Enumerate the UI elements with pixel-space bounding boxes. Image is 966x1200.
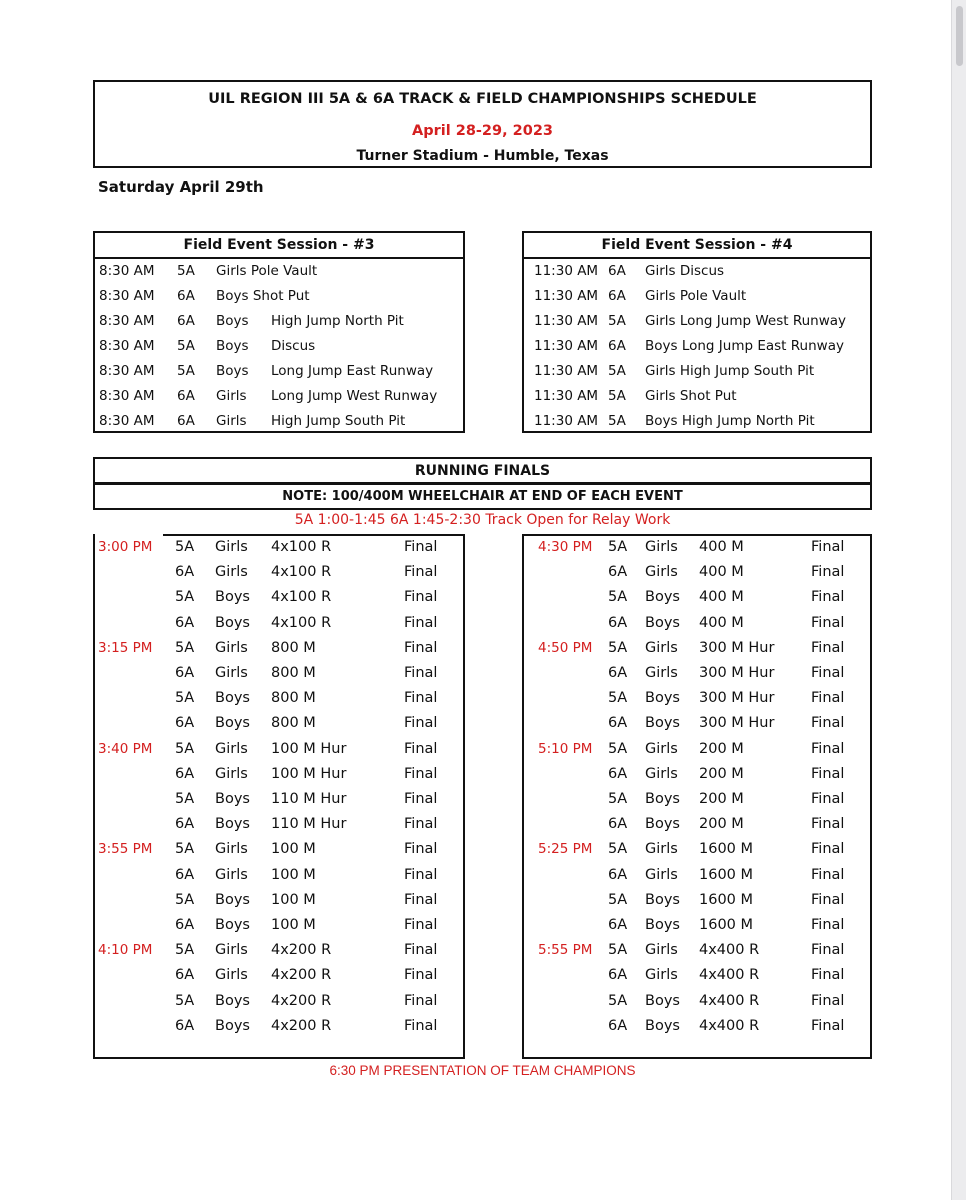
event-class: 5A bbox=[608, 740, 628, 757]
running-event-row bbox=[522, 661, 872, 686]
event-gender: Girls bbox=[215, 539, 248, 555]
event-round: Final bbox=[404, 665, 438, 681]
event-round: Final bbox=[811, 992, 845, 1009]
event-time: 4:10 PM bbox=[98, 942, 153, 959]
event-name: 4x400 R bbox=[699, 992, 760, 1009]
event-round: Final bbox=[404, 539, 438, 555]
event-time: 4:50 PM bbox=[538, 639, 593, 656]
field-event-row bbox=[95, 309, 463, 334]
page-title: UIL REGION III 5A & 6A TRACK & FIELD CHAMPIONSHIPS SCHEDULE bbox=[208, 91, 757, 107]
event-gender: Boys bbox=[645, 715, 680, 732]
event-round: Final bbox=[404, 589, 438, 606]
event-time: 5:10 PM bbox=[538, 740, 593, 757]
event-name: Girls Discus bbox=[645, 263, 725, 279]
event-class: 6A bbox=[608, 866, 628, 883]
field-event-row bbox=[524, 409, 870, 434]
event-dates: April 28-29, 2023 bbox=[411, 123, 554, 139]
scrollbar-thumb[interactable] bbox=[956, 6, 963, 66]
event-round: Final bbox=[404, 891, 438, 908]
event-round: Final bbox=[811, 791, 845, 807]
event-name: 800 M bbox=[271, 690, 316, 707]
running-event-row bbox=[93, 762, 443, 787]
event-gender: Girls bbox=[215, 639, 248, 656]
running-event-row bbox=[522, 611, 872, 636]
event-name: 1600 M bbox=[699, 866, 754, 883]
event-gender: Boys bbox=[215, 917, 250, 933]
event-round: Final bbox=[811, 816, 845, 833]
running-event-row bbox=[522, 888, 872, 913]
event-name: 4x100 R bbox=[271, 539, 332, 555]
event-gender: Girls bbox=[215, 665, 248, 681]
running-event-row bbox=[93, 913, 443, 938]
event-name: 4x200 R bbox=[271, 1017, 332, 1034]
event-name: Girls Pole Vault bbox=[216, 263, 318, 279]
running-event-row bbox=[93, 938, 443, 963]
event-class: 6A bbox=[608, 1017, 628, 1034]
event-round: Final bbox=[404, 1017, 438, 1034]
field-event-row bbox=[95, 259, 463, 284]
event-time: 5:55 PM bbox=[538, 942, 593, 959]
event-gender: Boys bbox=[215, 791, 250, 807]
running-event-row bbox=[93, 535, 443, 560]
event-class: 6A bbox=[175, 917, 195, 933]
event-gender: Boys bbox=[645, 917, 680, 933]
event-class: 5A bbox=[608, 313, 626, 329]
event-class: 6A bbox=[177, 388, 195, 404]
event-round: Final bbox=[404, 841, 438, 858]
field-event-row bbox=[524, 384, 870, 409]
event-round: Final bbox=[404, 715, 438, 732]
event-time: 11:30 AM bbox=[534, 313, 599, 329]
event-class: 6A bbox=[175, 967, 195, 984]
event-class: 5A bbox=[608, 363, 626, 379]
field-event-row bbox=[95, 384, 463, 409]
field-event-row bbox=[95, 284, 463, 309]
event-class: 6A bbox=[177, 413, 195, 429]
event-round: Final bbox=[404, 967, 438, 984]
event-round: Final bbox=[404, 866, 438, 883]
event-gender: Boys bbox=[645, 614, 680, 631]
event-name: 800 M bbox=[271, 639, 316, 656]
event-name: 100 M Hur bbox=[271, 740, 347, 757]
event-round: Final bbox=[404, 639, 438, 656]
running-event-row bbox=[522, 963, 872, 988]
event-class: 5A bbox=[175, 690, 195, 707]
event-round: Final bbox=[811, 942, 845, 959]
running-event-row bbox=[522, 787, 872, 812]
running-event-row bbox=[93, 636, 443, 661]
running-event-row bbox=[522, 837, 872, 862]
running-event-row bbox=[93, 787, 443, 812]
event-gender: Girls bbox=[215, 967, 248, 984]
running-event-row bbox=[522, 938, 872, 963]
event-class: 5A bbox=[608, 388, 626, 404]
event-time: 3:00 PM bbox=[98, 539, 153, 555]
event-round: Final bbox=[404, 791, 438, 807]
event-gender: Boys bbox=[645, 791, 680, 807]
event-name: 300 M Hur bbox=[699, 715, 775, 732]
field-event-row bbox=[524, 259, 870, 284]
event-name: 300 M Hur bbox=[699, 690, 775, 707]
event-gender: Boys bbox=[645, 690, 680, 707]
event-round: Final bbox=[404, 614, 438, 631]
event-class: 5A bbox=[175, 992, 195, 1009]
event-class: 6A bbox=[608, 665, 628, 681]
event-gender: Boys bbox=[215, 589, 250, 606]
presentation-note: 6:30 PM PRESENTATION OF TEAM CHAMPIONS bbox=[329, 1063, 636, 1078]
event-round: Final bbox=[404, 917, 438, 933]
running-event-row bbox=[522, 812, 872, 837]
event-class: 5A bbox=[175, 942, 195, 959]
event-round: Final bbox=[811, 765, 845, 782]
event-name: Boys Shot Put bbox=[216, 288, 310, 304]
event-gender: Girls bbox=[215, 740, 248, 757]
event-gender: Girls bbox=[215, 765, 248, 782]
event-time: 5:25 PM bbox=[538, 841, 593, 858]
event-gender: Girls bbox=[645, 866, 678, 883]
event-name: 4x100 R bbox=[271, 564, 332, 581]
event-class: 6A bbox=[608, 715, 628, 732]
running-event-row bbox=[93, 686, 443, 711]
event-class: 5A bbox=[608, 791, 628, 807]
event-name: 4x200 R bbox=[271, 942, 332, 959]
event-name: 400 M bbox=[699, 589, 744, 606]
event-class: 6A bbox=[608, 263, 626, 279]
event-gender: Girls bbox=[215, 942, 248, 959]
event-name: Girls High Jump South Pit bbox=[645, 363, 815, 379]
event-name: 200 M bbox=[699, 740, 744, 757]
event-class: 6A bbox=[175, 866, 195, 883]
event-class: 5A bbox=[608, 589, 628, 606]
event-location: Long Jump East Runway bbox=[271, 363, 434, 379]
running-event-row bbox=[93, 888, 443, 913]
event-round: Final bbox=[404, 564, 438, 581]
event-round: Final bbox=[811, 715, 845, 732]
event-class: 6A bbox=[608, 288, 626, 304]
event-name: 200 M bbox=[699, 791, 744, 807]
event-round: Final bbox=[404, 765, 438, 782]
event-name: 4x200 R bbox=[271, 967, 332, 984]
event-time: 8:30 AM bbox=[99, 388, 155, 404]
event-class: 5A bbox=[175, 639, 195, 656]
event-round: Final bbox=[811, 891, 845, 908]
running-event-row bbox=[522, 913, 872, 938]
event-name: Boys bbox=[216, 363, 249, 379]
event-time: 11:30 AM bbox=[534, 388, 599, 404]
event-class: 5A bbox=[175, 841, 195, 858]
event-class: 6A bbox=[175, 1017, 195, 1034]
event-location: Discus bbox=[271, 338, 316, 354]
event-gender: Boys bbox=[215, 715, 250, 732]
event-round: Final bbox=[811, 917, 845, 933]
field-event-row bbox=[524, 334, 870, 359]
event-round: Final bbox=[404, 816, 438, 833]
venue: Turner Stadium - Humble, Texas bbox=[356, 148, 609, 164]
event-name: Girls Pole Vault bbox=[645, 288, 747, 304]
event-name: 400 M bbox=[699, 564, 744, 581]
event-name: 110 M Hur bbox=[271, 816, 347, 833]
schedule-header bbox=[93, 80, 872, 168]
event-time: 11:30 AM bbox=[534, 338, 599, 354]
event-gender: Girls bbox=[645, 942, 678, 959]
event-gender: Boys bbox=[645, 816, 680, 833]
event-round: Final bbox=[811, 841, 845, 858]
event-name: 300 M Hur bbox=[699, 665, 775, 681]
event-name: 4x200 R bbox=[271, 992, 332, 1009]
event-name: Boys High Jump North Pit bbox=[645, 413, 815, 429]
running-event-row bbox=[522, 686, 872, 711]
event-name: 100 M bbox=[271, 917, 316, 933]
event-round: Final bbox=[811, 690, 845, 707]
running-event-row bbox=[93, 661, 443, 686]
event-class: 5A bbox=[177, 263, 195, 279]
event-class: 5A bbox=[608, 942, 628, 959]
event-gender: Boys bbox=[215, 891, 250, 908]
event-name: 800 M bbox=[271, 715, 316, 732]
event-class: 6A bbox=[608, 765, 628, 782]
field-event-row bbox=[95, 334, 463, 359]
running-event-row bbox=[93, 737, 443, 762]
event-name: 300 M Hur bbox=[699, 639, 775, 656]
event-class: 6A bbox=[177, 313, 195, 329]
event-time: 11:30 AM bbox=[534, 263, 599, 279]
event-round: Final bbox=[811, 866, 845, 883]
running-event-row bbox=[93, 560, 443, 585]
event-class: 6A bbox=[175, 614, 195, 631]
event-time: 8:30 AM bbox=[99, 338, 155, 354]
event-name: Girls Shot Put bbox=[645, 388, 737, 404]
event-gender: Boys bbox=[215, 690, 250, 707]
event-class: 5A bbox=[175, 791, 195, 807]
event-round: Final bbox=[811, 740, 845, 757]
event-location: High Jump South Pit bbox=[271, 413, 406, 429]
event-name: 800 M bbox=[271, 665, 316, 681]
event-class: 5A bbox=[175, 589, 195, 606]
running-event-row bbox=[93, 837, 443, 862]
running-event-row bbox=[93, 989, 443, 1014]
running-event-row bbox=[522, 636, 872, 661]
running-event-row bbox=[93, 812, 443, 837]
event-time: 11:30 AM bbox=[534, 413, 599, 429]
event-class: 6A bbox=[175, 564, 195, 581]
field-event-row bbox=[524, 359, 870, 384]
event-class: 6A bbox=[608, 564, 628, 581]
event-class: 6A bbox=[608, 614, 628, 631]
event-name: 400 M bbox=[699, 539, 744, 555]
event-class: 5A bbox=[608, 690, 628, 707]
event-name: 4x400 R bbox=[699, 942, 760, 959]
event-round: Final bbox=[811, 665, 845, 681]
event-name: 1600 M bbox=[699, 917, 754, 933]
field-session-title: Field Event Session - #3 bbox=[95, 233, 463, 259]
event-name: 4x400 R bbox=[699, 967, 760, 984]
event-name: 4x100 R bbox=[271, 614, 332, 631]
event-name: 4x400 R bbox=[699, 1017, 760, 1034]
event-location: Long Jump West Runway bbox=[271, 388, 438, 404]
event-time: 3:15 PM bbox=[98, 639, 153, 656]
event-round: Final bbox=[404, 942, 438, 959]
running-event-row bbox=[522, 1014, 872, 1039]
event-class: 5A bbox=[175, 891, 195, 908]
event-gender: Girls bbox=[215, 564, 248, 581]
event-class: 6A bbox=[175, 665, 195, 681]
event-class: 6A bbox=[177, 288, 195, 304]
event-time: 8:30 AM bbox=[99, 313, 155, 329]
running-event-row bbox=[93, 585, 443, 610]
event-name: 4x100 R bbox=[271, 589, 332, 606]
event-name: 100 M bbox=[271, 866, 316, 883]
event-class: 6A bbox=[608, 917, 628, 933]
event-time: 8:30 AM bbox=[99, 288, 155, 304]
event-gender: Boys bbox=[645, 589, 680, 606]
event-round: Final bbox=[404, 740, 438, 757]
event-class: 5A bbox=[608, 539, 628, 555]
event-gender: Girls bbox=[215, 841, 248, 858]
running-event-row bbox=[93, 863, 443, 888]
event-name: Boys Long Jump East Runway bbox=[645, 338, 844, 354]
event-gender: Girls bbox=[645, 639, 678, 656]
field-session-title: Field Event Session - #4 bbox=[524, 233, 870, 259]
event-round: Final bbox=[811, 639, 845, 656]
event-class: 6A bbox=[175, 816, 195, 833]
running-event-row bbox=[93, 1014, 443, 1039]
event-gender: Boys bbox=[645, 992, 680, 1009]
event-class: 5A bbox=[175, 539, 195, 555]
event-time: 3:40 PM bbox=[98, 740, 153, 757]
event-time: 3:55 PM bbox=[98, 841, 153, 858]
event-name: Boys bbox=[216, 313, 249, 329]
running-event-row bbox=[93, 611, 443, 636]
event-class: 5A bbox=[175, 740, 195, 757]
event-class: 5A bbox=[177, 363, 195, 379]
event-round: Final bbox=[811, 614, 845, 631]
running-event-row bbox=[93, 963, 443, 988]
event-round: Final bbox=[811, 564, 845, 581]
running-event-row bbox=[522, 989, 872, 1014]
event-gender: Boys bbox=[645, 891, 680, 908]
event-gender: Boys bbox=[215, 1017, 250, 1034]
field-session-4 bbox=[522, 231, 872, 433]
running-event-row bbox=[522, 762, 872, 787]
field-event-row bbox=[95, 359, 463, 384]
running-event-row bbox=[522, 535, 872, 560]
event-class: 5A bbox=[608, 992, 628, 1009]
event-round: Final bbox=[811, 967, 845, 984]
scrollbar[interactable] bbox=[951, 0, 966, 1200]
running-event-row bbox=[522, 560, 872, 585]
event-name: Boys bbox=[216, 338, 249, 354]
field-event-row bbox=[524, 284, 870, 309]
event-round: Final bbox=[811, 589, 845, 606]
event-name: Girls bbox=[216, 413, 247, 429]
event-gender: Girls bbox=[645, 967, 678, 984]
event-name: Girls Long Jump West Runway bbox=[645, 313, 847, 329]
event-gender: Girls bbox=[645, 740, 678, 757]
event-gender: Boys bbox=[215, 992, 250, 1009]
event-class: 6A bbox=[175, 715, 195, 732]
event-name: 100 M Hur bbox=[271, 765, 347, 782]
event-round: Final bbox=[404, 690, 438, 707]
event-class: 6A bbox=[608, 338, 626, 354]
event-class: 5A bbox=[608, 841, 628, 858]
event-gender: Girls bbox=[645, 765, 678, 782]
running-event-row bbox=[522, 737, 872, 762]
event-name: 400 M bbox=[699, 614, 744, 631]
day-label: Saturday April 29th bbox=[98, 178, 264, 196]
running-event-row bbox=[522, 711, 872, 736]
event-time: 4:30 PM bbox=[538, 539, 593, 555]
event-gender: Girls bbox=[645, 841, 678, 858]
running-event-row bbox=[93, 711, 443, 736]
event-time: 8:30 AM bbox=[99, 363, 155, 379]
relay-work-note: 5A 1:00-1:45 6A 1:45-2:30 Track Open for Relay Work bbox=[294, 512, 671, 528]
event-class: 5A bbox=[177, 338, 195, 354]
event-gender: Girls bbox=[645, 539, 678, 555]
event-class: 6A bbox=[608, 967, 628, 984]
event-round: Final bbox=[811, 1017, 845, 1034]
event-time: 8:30 AM bbox=[99, 413, 155, 429]
running-event-row bbox=[522, 585, 872, 610]
event-gender: Boys bbox=[645, 1017, 680, 1034]
event-name: 110 M Hur bbox=[271, 791, 347, 807]
field-session-3 bbox=[93, 231, 465, 433]
event-class: 6A bbox=[608, 816, 628, 833]
wheelchair-note: NOTE: 100/400M WHEELCHAIR AT END OF EACH EVENT bbox=[93, 483, 872, 510]
event-gender: Girls bbox=[645, 564, 678, 581]
event-time: 11:30 AM bbox=[534, 288, 599, 304]
event-name: 1600 M bbox=[699, 891, 754, 908]
event-name: Girls bbox=[216, 388, 247, 404]
field-event-row bbox=[524, 309, 870, 334]
event-gender: Girls bbox=[645, 665, 678, 681]
event-gender: Boys bbox=[215, 614, 250, 631]
field-event-row bbox=[95, 409, 463, 434]
event-name: 200 M bbox=[699, 816, 744, 833]
event-name: 1600 M bbox=[699, 841, 754, 858]
event-class: 5A bbox=[608, 413, 626, 429]
event-time: 11:30 AM bbox=[534, 363, 599, 379]
event-time: 8:30 AM bbox=[99, 263, 155, 279]
event-round: Final bbox=[404, 992, 438, 1009]
running-finals-title: RUNNING FINALS bbox=[93, 457, 872, 484]
event-gender: Boys bbox=[215, 816, 250, 833]
event-name: 100 M bbox=[271, 891, 316, 908]
running-event-row bbox=[522, 863, 872, 888]
event-class: 5A bbox=[608, 639, 628, 656]
event-name: 100 M bbox=[271, 841, 316, 858]
event-class: 5A bbox=[608, 891, 628, 908]
event-gender: Girls bbox=[215, 866, 248, 883]
event-location: High Jump North Pit bbox=[271, 313, 404, 329]
event-class: 6A bbox=[175, 765, 195, 782]
event-round: Final bbox=[811, 539, 845, 555]
event-name: 200 M bbox=[699, 765, 744, 782]
